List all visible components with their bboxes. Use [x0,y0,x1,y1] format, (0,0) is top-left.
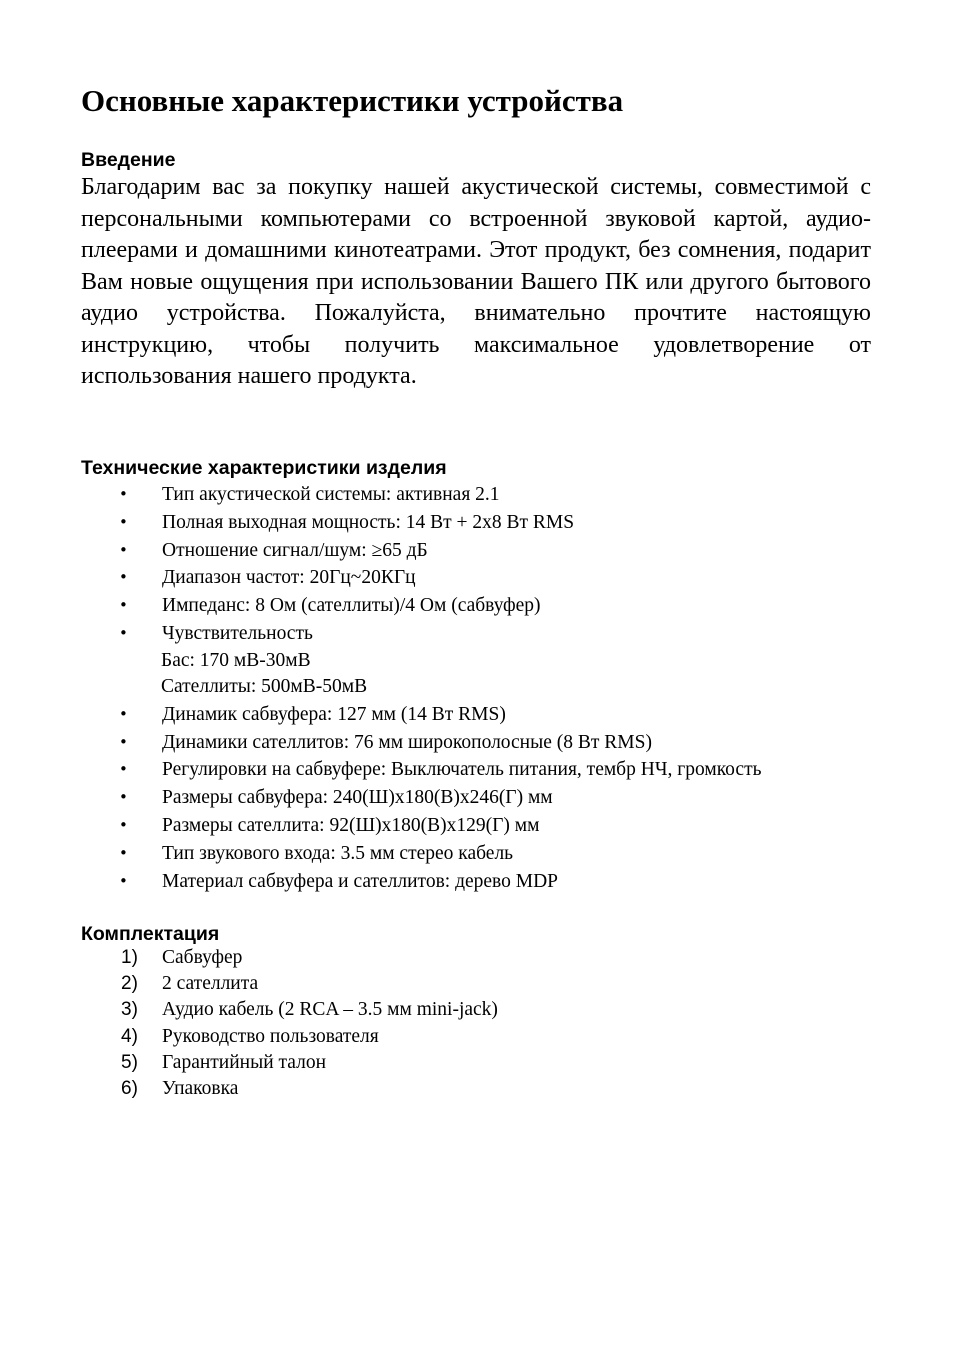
spec-item-text: Размеры сателлита: 92(Ш)х180(В)х129(Г) мм [162,814,540,836]
spec-item-text: Импеданс: 8 Ом (сателлиты)/4 Ом (сабвуфер) [162,595,541,617]
spec-item [81,564,881,592]
bullet-icon: • [119,704,128,723]
spec-item-text: Динамик сабвуфера: 127 мм (14 Вт RMS) [162,703,506,725]
bullet-icon: • [119,788,128,807]
spec-item [81,592,881,620]
kit-item [81,1024,781,1050]
spec-sub-item: Сателлиты: 500мВ-50мВ [161,676,368,698]
spec-sub-item: Бас: 170 мВ-30мВ [161,649,311,671]
kit-item [81,1050,781,1076]
kit-list [81,945,781,1102]
kit-item-text: Упаковка [162,1078,239,1100]
bullet-icon: • [119,815,128,834]
kit-item-number: 6) [121,1078,138,1100]
spec-item [81,812,881,840]
bullet-icon: • [119,540,128,559]
spec-item-text: Материал сабвуфера и сателлитов: дерево MDP [162,870,559,892]
spec-item-text: Динамики сателлитов: 76 мм широкополосные (8 Вт RMS) [162,731,652,753]
spec-item-text: Чувствительность [162,622,313,644]
bullet-icon: • [119,568,128,587]
kit-item [81,1076,781,1102]
bullet-icon: • [119,512,128,531]
bullet-icon: • [119,596,128,615]
intro-paragraph: Благодарим вас за покупку нашей акустической системы, совместимой с персональными компьютерами со встроенной звуковой картой, аудио-плеерами и домашними кинотеатрами. Этот продукт, без сомнения, подарит Вам новые ощущения при использовании Вашего ПК или другого бытового аудио устройства. Пожалуйста, внимательно прочтите настоящую инструкцию, чтобы получить максимальное удовлетворение от использования нашего продукта. [81,174,871,389]
bullet-icon: • [119,732,128,751]
spec-item [81,784,881,812]
document-title: Основные характеристики устройства [81,83,624,118]
kit-item-number: 5) [121,1051,138,1073]
spec-item-text: Размеры сабвуфера: 240(Ш)х180(В)х246(Г) мм [162,787,553,809]
bullet-icon: • [119,843,128,862]
spec-item [81,868,881,896]
spec-item [81,537,881,565]
spec-item-text: Отношение сигнал/шум: ≥65 дБ [162,539,428,561]
intro-heading: Введение [81,149,176,171]
bullet-icon: • [119,871,128,890]
spec-item [81,729,881,757]
kit-item-text: Руководство пользователя [162,1025,379,1047]
bullet-icon: • [119,485,128,503]
kit-item-number: 2) [121,973,138,995]
kit-item [81,997,781,1023]
spec-item [81,620,881,701]
kit-item [81,971,781,997]
spec-item-text: Тип звукового входа: 3.5 мм стерео кабель [162,842,514,864]
spec-item [81,840,881,868]
kit-item-number: 4) [121,1025,138,1047]
spec-item-text: Тип акустической системы: активная 2.1 [162,484,500,505]
spec-item [81,756,881,784]
kit-item-text: Сабвуфер [162,947,243,968]
kit-heading: Комплектация [81,923,220,945]
kit-item-number: 1) [121,947,138,968]
kit-item-text: Гарантийный талон [162,1051,327,1073]
spec-item [81,509,881,537]
bullet-icon: • [119,760,128,779]
spec-item [81,481,881,509]
kit-item [81,945,781,971]
spec-item-text: Регулировки на сабвуфере: Выключатель питания, тембр НЧ, громкость [162,759,762,781]
bullet-icon: • [119,623,128,642]
specs-list [81,481,881,895]
specs-heading: Технические характеристики изделия [81,457,447,479]
kit-item-text: Аудио кабель (2 RCA – 3.5 мм mini-jack) [162,999,498,1021]
spec-item-text: Диапазон частот: 20Гц~20КГц [162,567,416,589]
kit-item-text: 2 сателлита [162,973,259,995]
kit-item-number: 3) [121,999,138,1021]
spec-item [81,701,881,729]
spec-item-text: Полная выходная мощность: 14 Вт + 2х8 Вт RMS [162,511,575,533]
